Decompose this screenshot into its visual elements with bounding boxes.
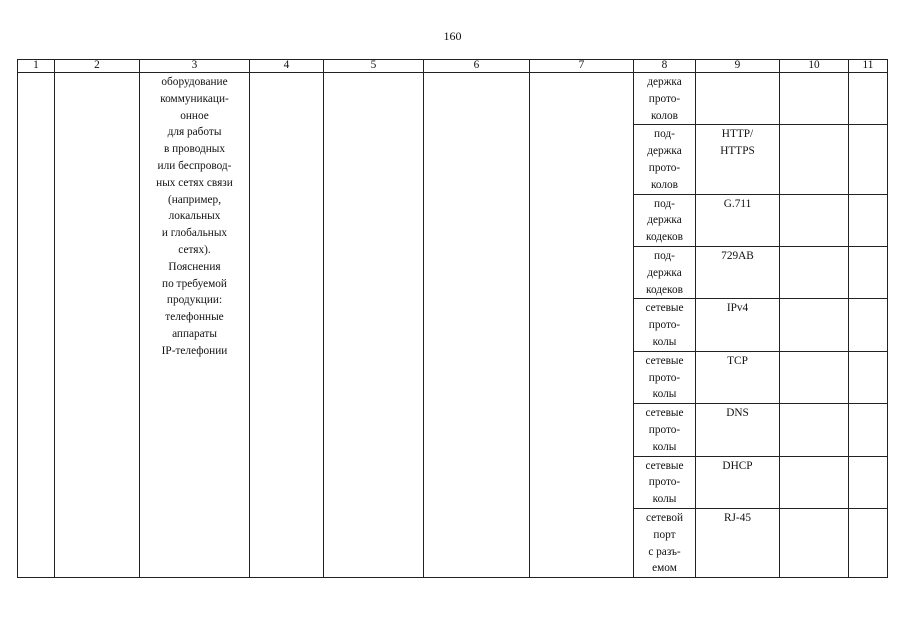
cell-col8: [634, 456, 696, 508]
cell-col10: [780, 456, 849, 508]
cell-col10: [780, 508, 849, 577]
description-line: (например,: [167, 193, 222, 206]
cell-col11: [849, 351, 888, 403]
cell-col10: [780, 194, 849, 246]
cell-col9: [696, 508, 780, 577]
cell-col9: [696, 73, 780, 125]
cell-col5: [324, 73, 424, 578]
row-label-line: держка: [647, 266, 682, 279]
description-line: аппараты: [172, 327, 217, 340]
cell-col3-description: [140, 73, 250, 578]
cell-col8: [634, 73, 696, 125]
cell-col9: [696, 125, 780, 194]
header-cell: 1: [18, 60, 55, 73]
table-body: [18, 73, 888, 578]
table-row: [18, 73, 888, 125]
cell-col4: [250, 73, 324, 578]
header-cell: 3: [140, 60, 250, 73]
cell-col11: [849, 73, 888, 125]
row-value-line: DNS: [726, 407, 749, 420]
description-line: локальных: [168, 210, 221, 223]
row-value-line: G.711: [723, 197, 752, 210]
cell-col9: [696, 194, 780, 246]
header-cell: 4: [250, 60, 324, 73]
cell-col8: [634, 404, 696, 456]
cell-col11: [849, 246, 888, 298]
row-label-line: колы: [652, 440, 677, 453]
description-line: Пояснения: [168, 260, 221, 273]
header-cell: 7: [530, 60, 634, 73]
cell-col10: [780, 299, 849, 351]
description-line: IP-телефонии: [161, 344, 228, 357]
header-cell: 9: [696, 60, 780, 73]
cell-col10: [780, 404, 849, 456]
row-label-line: колов: [650, 178, 679, 191]
row-label-line: колы: [652, 335, 677, 348]
cell-col11: [849, 299, 888, 351]
header-cell: 11: [849, 60, 888, 73]
cell-col8: [634, 194, 696, 246]
row-label-line: сетевые: [645, 407, 684, 420]
row-label-line: под-: [654, 249, 675, 262]
row-value-line: 729AB: [721, 249, 754, 262]
description-line: или беспровод-: [157, 159, 232, 172]
row-value-line: HTTP/: [721, 128, 754, 141]
row-label-line: кодеков: [646, 231, 683, 244]
cell-col9: [696, 246, 780, 298]
row-value-line: IPv4: [726, 302, 749, 315]
cell-col8: [634, 246, 696, 298]
row-label-line: сетевые: [645, 459, 684, 472]
row-label-line: прото-: [648, 371, 681, 384]
cell-col10: [780, 73, 849, 125]
cell-col8: [634, 508, 696, 577]
cell-col9: [696, 351, 780, 403]
cell-col1: [18, 73, 55, 578]
row-label-line: кодеков: [646, 283, 683, 296]
description-line: коммуникаци-: [160, 92, 229, 105]
cell-col7: [530, 73, 634, 578]
row-value-line: RJ-45: [724, 511, 751, 524]
cell-col6: [424, 73, 530, 578]
row-label-line: сетевой: [645, 511, 684, 524]
header-cell: 2: [55, 60, 140, 73]
row-label-line: прото-: [648, 92, 681, 105]
cell-col8: [634, 351, 696, 403]
cell-col10: [780, 246, 849, 298]
description-line: продукции:: [166, 294, 223, 307]
row-label-line: колы: [652, 388, 677, 401]
cell-col11: [849, 456, 888, 508]
description-line: ных сетях связи: [156, 176, 233, 189]
cell-col11: [849, 404, 888, 456]
row-label-line: под-: [654, 128, 675, 141]
row-value-line: DHCP: [722, 459, 753, 472]
cell-col8: [634, 125, 696, 194]
row-label-line: сетевые: [645, 354, 684, 367]
row-label-line: прото-: [648, 476, 681, 489]
row-label-line: емом: [652, 562, 677, 575]
row-label-line: держка: [647, 76, 682, 88]
row-label-line: под-: [654, 197, 675, 210]
header-cell: 10: [780, 60, 849, 73]
row-label-line: прото-: [648, 423, 681, 436]
cell-col9: [696, 456, 780, 508]
cell-col9: [696, 404, 780, 456]
description-line: по требуемой: [162, 277, 227, 290]
description-line: оборудование: [161, 76, 228, 88]
row-label-line: прото-: [648, 319, 681, 332]
row-label-line: с разъ-: [648, 545, 681, 558]
header-cell: 8: [634, 60, 696, 73]
cell-col11: [849, 508, 888, 577]
row-label-line: прото-: [648, 161, 681, 174]
row-label-line: порт: [653, 528, 676, 541]
description-line: и глобальных: [161, 227, 228, 240]
cell-col2: [55, 73, 140, 578]
header-row: [18, 60, 888, 73]
row-label-line: держка: [647, 214, 682, 227]
cell-col11: [849, 125, 888, 194]
row-value-line: TCP: [727, 354, 748, 367]
row-label-line: держка: [647, 145, 682, 158]
description-line: в проводных: [163, 143, 226, 156]
cell-col11: [849, 194, 888, 246]
description-line: онное: [180, 109, 209, 122]
page-number: 160: [443, 29, 462, 43]
cell-col9: [696, 299, 780, 351]
row-label-line: сетевые: [645, 302, 684, 315]
header-cell: 5: [324, 60, 424, 73]
description-line: для работы: [167, 126, 222, 139]
cell-col8: [634, 299, 696, 351]
cell-col10: [780, 125, 849, 194]
header-cell: 6: [424, 60, 530, 73]
row-label-line: колы: [652, 493, 677, 506]
cell-col10: [780, 351, 849, 403]
description-line: телефонные: [165, 311, 224, 324]
row-value-line: HTTPS: [720, 145, 755, 158]
spec-table: [17, 59, 888, 578]
row-label-line: колов: [650, 109, 679, 122]
description-line: сетях).: [178, 243, 211, 256]
